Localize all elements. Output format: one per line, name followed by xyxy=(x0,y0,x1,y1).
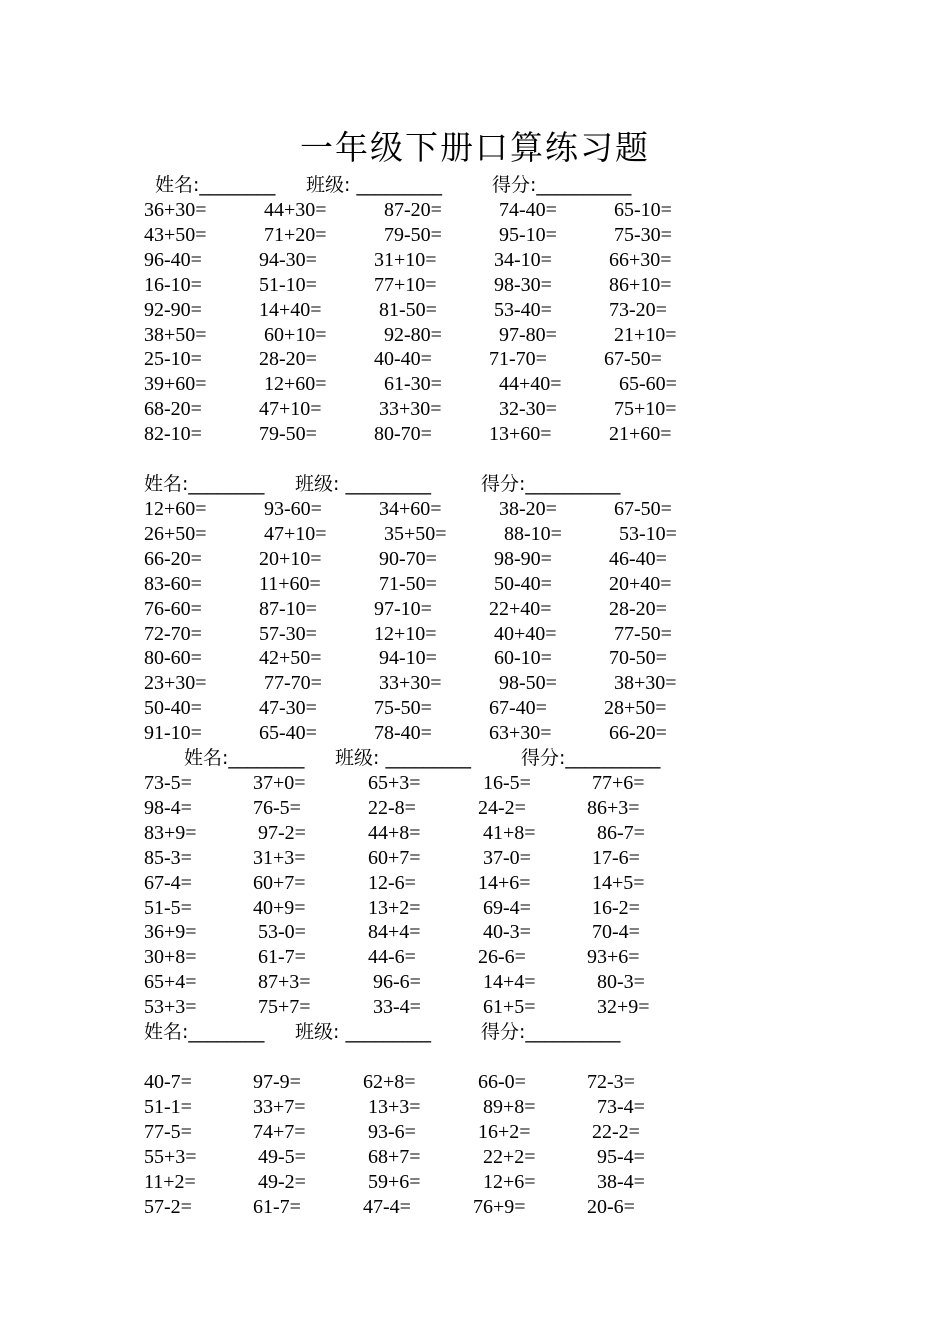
arithmetic-problem: 20+10= xyxy=(259,547,322,570)
arithmetic-problem: 22-2= xyxy=(592,1120,640,1143)
arithmetic-problem: 44+30= xyxy=(264,199,327,221)
arithmetic-problem: 57-30= xyxy=(259,622,317,645)
arithmetic-problem: 16-10= xyxy=(144,273,202,296)
problem-row xyxy=(0,970,950,995)
arithmetic-problem: 47+10= xyxy=(259,398,322,421)
student-name-field: 姓名:________ xyxy=(184,747,305,769)
arithmetic-problem: 51-10= xyxy=(259,273,317,296)
arithmetic-problem: 40+9= xyxy=(253,896,306,919)
arithmetic-problem: 53-0= xyxy=(258,921,306,944)
arithmetic-problem: 28-20= xyxy=(609,597,667,620)
arithmetic-problem: 66-20= xyxy=(144,547,202,570)
arithmetic-problem: 98-4= xyxy=(144,796,192,819)
arithmetic-problem: 38-4= xyxy=(597,1170,645,1193)
arithmetic-problem: 31+3= xyxy=(253,846,306,869)
arithmetic-problem: 72-3= xyxy=(587,1071,635,1093)
arithmetic-problem: 20+40= xyxy=(609,572,672,595)
arithmetic-problem: 94-10= xyxy=(379,647,437,670)
problem-row xyxy=(0,896,950,921)
arithmetic-problem: 65+4= xyxy=(144,971,197,994)
student-name-field: 姓名:________ xyxy=(144,473,265,495)
arithmetic-problem: 42+50= xyxy=(259,647,322,670)
arithmetic-problem: 40-3= xyxy=(483,921,531,944)
arithmetic-problem: 14+5= xyxy=(592,871,645,894)
arithmetic-problem: 33-4= xyxy=(373,996,421,1019)
arithmetic-problem: 11+60= xyxy=(259,572,321,595)
arithmetic-problem: 12+60= xyxy=(264,373,327,396)
arithmetic-problem: 80-60= xyxy=(144,647,202,670)
arithmetic-problem: 39+60= xyxy=(144,373,207,396)
arithmetic-problem: 50-40= xyxy=(144,697,202,720)
problem-row xyxy=(0,796,950,821)
arithmetic-problem: 84+4= xyxy=(368,921,421,944)
arithmetic-problem: 69-4= xyxy=(483,896,531,919)
arithmetic-problem: 83+9= xyxy=(144,821,197,844)
arithmetic-problem: 25-10= xyxy=(144,348,202,371)
arithmetic-problem: 53-40= xyxy=(494,298,552,321)
problem-row xyxy=(0,920,950,945)
problem-row xyxy=(0,671,950,696)
class-field: 班级: _________ xyxy=(295,1021,431,1043)
problem-row xyxy=(0,771,950,796)
arithmetic-problem: 51-5= xyxy=(144,896,192,919)
problem-row xyxy=(0,696,950,721)
arithmetic-problem: 35+50= xyxy=(384,522,447,545)
arithmetic-problem: 97-9= xyxy=(253,1071,301,1093)
arithmetic-problem: 57-2= xyxy=(144,1195,192,1218)
student-info-header xyxy=(155,173,715,198)
problem-row xyxy=(0,821,950,846)
problem-row xyxy=(0,572,950,597)
arithmetic-problem: 61-30= xyxy=(384,373,442,396)
class-field: 班级: _________ xyxy=(295,473,431,495)
arithmetic-problem: 22+2= xyxy=(483,1145,536,1168)
arithmetic-problem: 76-5= xyxy=(253,796,301,819)
arithmetic-problem: 32-30= xyxy=(499,398,557,421)
arithmetic-problem: 79-50= xyxy=(259,423,317,446)
arithmetic-problem: 78-40= xyxy=(374,722,432,745)
arithmetic-problem: 12+6= xyxy=(483,1170,536,1193)
problem-row xyxy=(0,298,950,323)
arithmetic-problem: 28+50= xyxy=(604,697,667,720)
arithmetic-problem: 40-40= xyxy=(374,348,432,371)
arithmetic-problem: 13+2= xyxy=(368,896,421,919)
arithmetic-problem: 49-5= xyxy=(258,1145,306,1168)
arithmetic-problem: 83-60= xyxy=(144,572,202,595)
arithmetic-problem: 89+8= xyxy=(483,1095,536,1118)
arithmetic-problem: 65-40= xyxy=(259,722,317,745)
arithmetic-problem: 41+8= xyxy=(483,821,536,844)
arithmetic-problem: 60+7= xyxy=(368,846,421,869)
arithmetic-problem: 74-40= xyxy=(499,199,557,221)
arithmetic-problem: 60+7= xyxy=(253,871,306,894)
arithmetic-problem: 21+60= xyxy=(609,423,672,446)
score-field: 得分:__________ xyxy=(481,1021,621,1043)
arithmetic-problem: 36+30= xyxy=(144,199,207,221)
problem-row xyxy=(0,223,950,248)
arithmetic-problem: 90-70= xyxy=(379,547,437,570)
score-field: 得分:__________ xyxy=(521,747,661,769)
arithmetic-problem: 88-10= xyxy=(504,522,562,545)
arithmetic-problem: 53+3= xyxy=(144,996,197,1019)
arithmetic-problem: 77-5= xyxy=(144,1120,192,1143)
arithmetic-problem: 60+10= xyxy=(264,323,327,346)
arithmetic-problem: 46-40= xyxy=(609,547,667,570)
arithmetic-problem: 75+7= xyxy=(258,996,311,1019)
arithmetic-problem: 37+0= xyxy=(253,772,306,794)
arithmetic-problem: 36+9= xyxy=(144,921,197,944)
arithmetic-problem: 77-50= xyxy=(614,622,672,645)
arithmetic-problem: 47-30= xyxy=(259,697,317,720)
arithmetic-problem: 70-4= xyxy=(592,921,640,944)
arithmetic-problem: 91-10= xyxy=(144,722,202,745)
arithmetic-problem: 66-20= xyxy=(609,722,667,745)
problem-row xyxy=(0,1145,950,1170)
arithmetic-problem: 97-10= xyxy=(374,597,432,620)
problem-row xyxy=(0,273,950,298)
arithmetic-problem: 33+30= xyxy=(379,398,442,421)
problem-row xyxy=(0,522,950,547)
arithmetic-problem: 65-60= xyxy=(619,373,677,396)
arithmetic-problem: 23+30= xyxy=(144,672,207,695)
arithmetic-problem: 11+2= xyxy=(144,1170,196,1193)
arithmetic-problem: 85-3= xyxy=(144,846,192,869)
arithmetic-problem: 97-2= xyxy=(258,821,306,844)
arithmetic-problem: 98-30= xyxy=(494,273,552,296)
arithmetic-problem: 13+60= xyxy=(489,423,552,446)
arithmetic-problem: 98-90= xyxy=(494,547,552,570)
arithmetic-problem: 55+3= xyxy=(144,1145,197,1168)
problem-row xyxy=(0,721,950,746)
arithmetic-problem: 53-10= xyxy=(619,522,677,545)
arithmetic-problem: 51-1= xyxy=(144,1095,192,1118)
arithmetic-problem: 14+6= xyxy=(478,871,531,894)
arithmetic-problem: 61-7= xyxy=(253,1195,301,1218)
arithmetic-problem: 59+6= xyxy=(368,1170,421,1193)
arithmetic-problem: 93-6= xyxy=(368,1120,416,1143)
student-name-field: 姓名:________ xyxy=(155,174,276,196)
arithmetic-problem: 40+40= xyxy=(494,622,557,645)
arithmetic-problem: 87-10= xyxy=(259,597,317,620)
arithmetic-problem: 74+7= xyxy=(253,1120,306,1143)
arithmetic-problem: 70-50= xyxy=(609,647,667,670)
arithmetic-problem: 28-20= xyxy=(259,348,317,371)
arithmetic-problem: 47-4= xyxy=(363,1195,411,1218)
arithmetic-problem: 80-70= xyxy=(374,423,432,446)
student-info-header xyxy=(144,472,704,497)
arithmetic-problem: 96-40= xyxy=(144,248,202,271)
arithmetic-problem: 87+3= xyxy=(258,971,311,994)
arithmetic-problem: 98-50= xyxy=(499,672,557,695)
arithmetic-problem: 76+9= xyxy=(473,1195,526,1218)
arithmetic-problem: 79-50= xyxy=(384,223,442,246)
problem-row xyxy=(0,497,950,522)
arithmetic-problem: 93-60= xyxy=(264,498,322,520)
arithmetic-problem: 12+10= xyxy=(374,622,437,645)
arithmetic-problem: 38+50= xyxy=(144,323,207,346)
arithmetic-problem: 34-10= xyxy=(494,248,552,271)
arithmetic-problem: 62+8= xyxy=(363,1071,416,1093)
problem-row xyxy=(0,597,950,622)
arithmetic-problem: 33+7= xyxy=(253,1095,306,1118)
arithmetic-problem: 24-2= xyxy=(478,796,526,819)
arithmetic-problem: 31+10= xyxy=(374,248,437,271)
arithmetic-problem: 95-4= xyxy=(597,1145,645,1168)
arithmetic-problem: 12+60= xyxy=(144,498,207,520)
arithmetic-problem: 44+40= xyxy=(499,373,562,396)
arithmetic-problem: 37-0= xyxy=(483,846,531,869)
arithmetic-problem: 72-70= xyxy=(144,622,202,645)
score-field: 得分:__________ xyxy=(481,473,621,495)
arithmetic-problem: 38-20= xyxy=(499,498,557,520)
arithmetic-problem: 33+30= xyxy=(379,672,442,695)
arithmetic-problem: 34+60= xyxy=(379,498,442,520)
class-field: 班级: _________ xyxy=(306,174,442,196)
arithmetic-problem: 71+20= xyxy=(264,223,327,246)
worksheet-title: 一年级下册口算练习题 xyxy=(300,128,650,167)
arithmetic-problem: 13+3= xyxy=(368,1095,421,1118)
arithmetic-problem: 75-50= xyxy=(374,697,432,720)
arithmetic-problem: 16-2= xyxy=(592,896,640,919)
arithmetic-problem: 81-50= xyxy=(379,298,437,321)
problem-row xyxy=(0,372,950,397)
arithmetic-problem: 38+30= xyxy=(614,672,677,695)
student-info-header xyxy=(144,1020,704,1045)
problem-row xyxy=(0,248,950,273)
arithmetic-problem: 61+5= xyxy=(483,996,536,1019)
arithmetic-problem: 63+30= xyxy=(489,722,552,745)
arithmetic-problem: 65+3= xyxy=(368,772,421,794)
score-field: 得分:__________ xyxy=(492,174,632,196)
arithmetic-problem: 92-90= xyxy=(144,298,202,321)
arithmetic-problem: 68-20= xyxy=(144,398,202,421)
arithmetic-problem: 16+2= xyxy=(478,1120,531,1143)
arithmetic-problem: 26+50= xyxy=(144,522,207,545)
arithmetic-problem: 77-70= xyxy=(264,672,322,695)
arithmetic-problem: 67-50= xyxy=(614,498,672,520)
arithmetic-problem: 96-6= xyxy=(373,971,421,994)
arithmetic-problem: 32+9= xyxy=(597,996,650,1019)
arithmetic-problem: 50-40= xyxy=(494,572,552,595)
problem-row xyxy=(0,945,950,970)
arithmetic-problem: 22+40= xyxy=(489,597,552,620)
problem-row xyxy=(0,347,950,372)
problem-row xyxy=(0,1195,950,1220)
arithmetic-problem: 26-6= xyxy=(478,946,526,969)
arithmetic-problem: 95-10= xyxy=(499,223,557,246)
arithmetic-problem: 71-70= xyxy=(489,348,547,371)
problem-row xyxy=(0,1095,950,1120)
arithmetic-problem: 49-2= xyxy=(258,1170,306,1193)
arithmetic-problem: 44+8= xyxy=(368,821,421,844)
arithmetic-problem: 67-40= xyxy=(489,697,547,720)
arithmetic-problem: 14+40= xyxy=(259,298,322,321)
arithmetic-problem: 16-5= xyxy=(483,772,531,794)
arithmetic-problem: 80-3= xyxy=(597,971,645,994)
arithmetic-problem: 94-30= xyxy=(259,248,317,271)
arithmetic-problem: 87-20= xyxy=(384,199,442,221)
arithmetic-problem: 67-4= xyxy=(144,871,192,894)
student-info-header xyxy=(184,746,744,771)
problem-row xyxy=(0,1120,950,1145)
arithmetic-problem: 40-7= xyxy=(144,1071,192,1093)
arithmetic-problem: 66+30= xyxy=(609,248,672,271)
problem-row xyxy=(0,422,950,447)
problem-row xyxy=(0,871,950,896)
arithmetic-problem: 12-6= xyxy=(368,871,416,894)
arithmetic-problem: 47+10= xyxy=(264,522,327,545)
arithmetic-problem: 21+10= xyxy=(614,323,677,346)
arithmetic-problem: 14+4= xyxy=(483,971,536,994)
arithmetic-problem: 92-80= xyxy=(384,323,442,346)
problem-row xyxy=(0,1170,950,1195)
arithmetic-problem: 65-10= xyxy=(614,199,672,221)
problem-row xyxy=(0,646,950,671)
arithmetic-problem: 68+7= xyxy=(368,1145,421,1168)
arithmetic-problem: 76-60= xyxy=(144,597,202,620)
arithmetic-problem: 86+3= xyxy=(587,796,640,819)
arithmetic-problem: 71-50= xyxy=(379,572,437,595)
arithmetic-problem: 75-30= xyxy=(614,223,672,246)
arithmetic-problem: 17-6= xyxy=(592,846,640,869)
arithmetic-problem: 44-6= xyxy=(368,946,416,969)
class-field: 班级: _________ xyxy=(335,747,471,769)
arithmetic-problem: 73-20= xyxy=(609,298,667,321)
arithmetic-problem: 43+50= xyxy=(144,223,207,246)
arithmetic-problem: 82-10= xyxy=(144,423,202,446)
arithmetic-problem: 60-10= xyxy=(494,647,552,670)
arithmetic-problem: 22-8= xyxy=(368,796,416,819)
problem-row xyxy=(0,323,950,348)
arithmetic-problem: 66-0= xyxy=(478,1071,526,1093)
arithmetic-problem: 86+10= xyxy=(609,273,672,296)
student-name-field: 姓名:________ xyxy=(144,1021,265,1043)
problem-row xyxy=(0,1070,950,1095)
problem-row xyxy=(0,846,950,871)
problem-row xyxy=(0,995,950,1020)
arithmetic-problem: 86-7= xyxy=(597,821,645,844)
arithmetic-problem: 77+6= xyxy=(592,772,645,794)
problem-row xyxy=(0,622,950,647)
arithmetic-problem: 30+8= xyxy=(144,946,197,969)
arithmetic-problem: 61-7= xyxy=(258,946,306,969)
problem-row xyxy=(0,547,950,572)
arithmetic-problem: 77+10= xyxy=(374,273,437,296)
arithmetic-problem: 93+6= xyxy=(587,946,640,969)
arithmetic-problem: 20-6= xyxy=(587,1195,635,1218)
arithmetic-problem: 73-4= xyxy=(597,1095,645,1118)
arithmetic-problem: 75+10= xyxy=(614,398,677,421)
problem-row xyxy=(0,397,950,422)
arithmetic-problem: 97-80= xyxy=(499,323,557,346)
arithmetic-problem: 73-5= xyxy=(144,772,192,794)
problem-row xyxy=(0,198,950,223)
arithmetic-problem: 67-50= xyxy=(604,348,662,371)
